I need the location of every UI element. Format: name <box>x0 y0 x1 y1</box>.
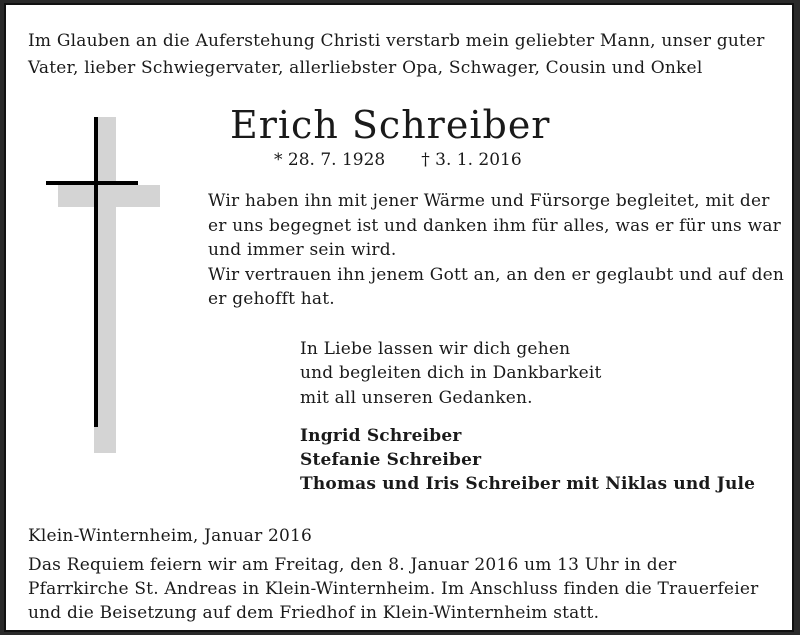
death-date: † 3. 1. 2016 <box>421 150 522 170</box>
mourner-name: Thomas und Iris Schreiber mit Niklas und Jule <box>300 474 756 494</box>
verse-line: und begleiten dich in Dankbarkeit <box>300 363 602 383</box>
obituary-notice <box>4 3 794 632</box>
funeral-line: Das Requiem feiern wir am Freitag, den 8. Januar 2016 um 13 Uhr in der <box>28 555 677 575</box>
message-line: und immer sein wird. <box>208 240 397 260</box>
message-line: er gehofft hat. <box>208 289 335 309</box>
message-line: Wir haben ihn mit jener Wärme und Fürsorge begleitet, mit der <box>208 191 770 211</box>
place-date: Klein-Winternheim, Januar 2016 <box>28 526 313 546</box>
life-dates <box>274 150 522 170</box>
deceased-name: Erich Schreiber <box>230 103 551 147</box>
funeral-line: Pfarrkirche St. Andreas in Klein-Winternheim. Im Anschluss finden die Trauerfeier <box>28 579 759 599</box>
intro-line: Im Glauben an die Auferstehung Christi verstarb mein geliebter Mann, unser guter <box>28 31 765 51</box>
birth-date: * 28. 7. 1928 <box>274 150 386 170</box>
funeral-line: und die Beisetzung auf dem Friedhof in Klein-Winternheim statt. <box>28 603 600 623</box>
message-line: Wir vertrauen ihn jenem Gott an, an den er geglaubt und auf den <box>208 265 785 285</box>
verse-line: mit all unseren Gedanken. <box>300 388 533 408</box>
mourner-name: Ingrid Schreiber <box>300 426 462 446</box>
message-line: er uns begegnet ist und danken ihm für alles, was er für uns war <box>208 216 781 236</box>
verse-line: In Liebe lassen wir dich gehen <box>300 339 571 359</box>
cross-icon <box>46 117 166 453</box>
intro-line: Vater, lieber Schwiegervater, allerliebster Opa, Schwager, Cousin und Onkel <box>28 58 703 78</box>
mourner-name: Stefanie Schreiber <box>300 450 482 470</box>
